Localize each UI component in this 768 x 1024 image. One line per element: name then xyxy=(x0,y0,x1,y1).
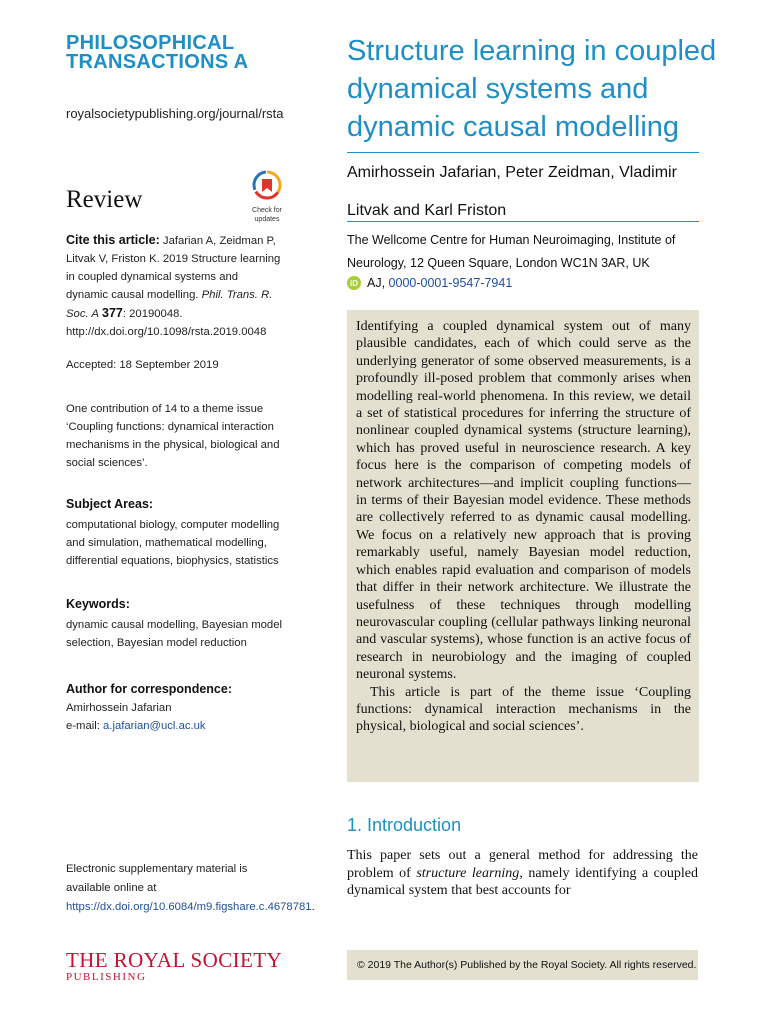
subject-areas xyxy=(66,495,282,570)
esm-link[interactable]: https://dx.doi.org/10.6084/m9.figshare.c.4678781 xyxy=(66,901,312,913)
journal-name-line1: PHILOSOPHICAL xyxy=(66,32,235,54)
cite-article-no: : 20190048. xyxy=(122,308,183,320)
esm-text: Electronic supplementary material is available online at xyxy=(66,863,248,894)
copyright-bar: © 2019 The Author(s) Published by the Royal Society. All rights reserved. xyxy=(347,950,698,980)
introduction-text xyxy=(347,847,698,900)
accepted-date: Accepted: 18 September 2019 xyxy=(66,359,219,371)
correspondence-heading: Author for correspondence: xyxy=(66,682,232,696)
authors: Amirhossein Jafarian, Peter Zeidman, Vladimir Litvak and Karl Friston xyxy=(347,164,677,219)
journal-url[interactable]: royalsocietypublishing.org/journal/rsta xyxy=(66,106,284,121)
orcid-link[interactable]: 0000-0001-9547-7941 xyxy=(388,276,513,290)
journal-name-line2: TRANSACTIONS A xyxy=(66,51,249,73)
subject-areas-text: computational biology, computer modelling and simulation, mathematical modelling, differential equations, biophysics, statistics xyxy=(66,519,280,567)
intro-text-a: This paper sets out a general method for addressing the problem of xyxy=(347,848,698,881)
keywords-text: dynamic causal modelling, Bayesian model selection, Bayesian model reduction xyxy=(66,619,283,649)
correspondence-name: Amirhossein Jafarian xyxy=(66,702,172,714)
intro-text-b: , namely identifying a coupled dynamical system that best accounts for xyxy=(347,865,698,898)
authors-rule xyxy=(347,221,699,222)
esm-note xyxy=(66,860,315,917)
affiliation: The Wellcome Centre for Human Neuroimaging, Institute of Neurology, 12 Queen Square, London WC1N 3AR, UK xyxy=(347,233,676,270)
correspondence-email-row xyxy=(66,717,282,735)
publisher-name: THE ROYAL SOCIETY xyxy=(66,948,283,972)
article-title: Structure learning in coupled dynamical systems and dynamic causal modelling xyxy=(347,35,717,143)
section-heading-introduction: 1. Introduction xyxy=(347,815,462,835)
journal-name xyxy=(66,34,316,72)
cite-doi[interactable]: http://dx.doi.org/10.1098/rsta.2019.0048 xyxy=(66,326,267,338)
esm-end: . xyxy=(311,901,315,913)
cite-text: Jafarian A, Zeidman P, Litvak V, Friston K. 2019 Structure learning in coupled dynamical systems and dynamic causal modelling. xyxy=(66,235,281,301)
citation-block xyxy=(66,231,282,341)
theme-issue-note: One contribution of 14 to a theme issue ‘Coupling functions: dynamical interaction mechanisms in the physical, biological and social sciences’. xyxy=(66,403,280,469)
abstract-paragraph: Identifying a coupled dynamical system out of many plausible candidates, each of which could serve as the underlying generator of some observed measurements, is a profoundly ill-posed problem that commonly arises when modelling real-world phenomena. In this review, we detail a set of statistical procedures for inferring the structure of nonlinear coupled dynamical systems (structure learning), which has proved useful in neuroscience research. A key focus here is the comparison of competing models of network architectures—and implicit coupling functions—in terms of their Bayesian model evidence. These methods are collectively referred to as dynamic causal modelling. We focus on a relatively new approach that is proving remarkably useful, namely Bayesian model reduction, which enables rapid evaluation and comparison of models that differ in their network architecture. We illustrate the usefulness of these techniques through modelling neurovascular coupling (cellular pathways linking neuronal and vascular systems), whose function is an active focus of research in neurobiology and the imaging of coupled neuronal systems. xyxy=(356,319,691,683)
check-updates-icon xyxy=(252,170,282,200)
orcid-icon: iD xyxy=(347,276,361,290)
abstract-box xyxy=(347,310,699,782)
orcid-row xyxy=(347,276,512,290)
correspondence xyxy=(66,680,282,735)
title-rule xyxy=(347,152,699,153)
cite-label: Cite this article: xyxy=(66,233,160,247)
subject-areas-heading: Subject Areas: xyxy=(66,497,154,511)
email-link[interactable]: a.jafarian@ucl.ac.uk xyxy=(103,720,206,732)
publisher-sub: PUBLISHING xyxy=(66,971,147,983)
keywords-heading: Keywords: xyxy=(66,597,130,611)
check-updates-label-1: Check for xyxy=(252,207,282,214)
check-updates-label-2: updates xyxy=(254,216,280,223)
royal-society-logo[interactable] xyxy=(66,949,282,983)
cite-journal: Phil. Trans. R. Soc. A xyxy=(66,289,273,320)
keywords xyxy=(66,595,282,652)
check-for-updates-badge[interactable] xyxy=(244,170,290,223)
abstract-theme-note: This article is part of the theme issue ‘Coupling functions: dynamical interaction mechanisms in the physical, biological and social sciences’. xyxy=(356,684,691,735)
article-type: Review xyxy=(66,186,143,213)
cite-volume: 377 xyxy=(102,306,123,320)
email-label: e-mail: xyxy=(66,720,104,732)
intro-text-em: structure learning xyxy=(416,865,520,881)
orcid-author: AJ, xyxy=(367,276,389,290)
